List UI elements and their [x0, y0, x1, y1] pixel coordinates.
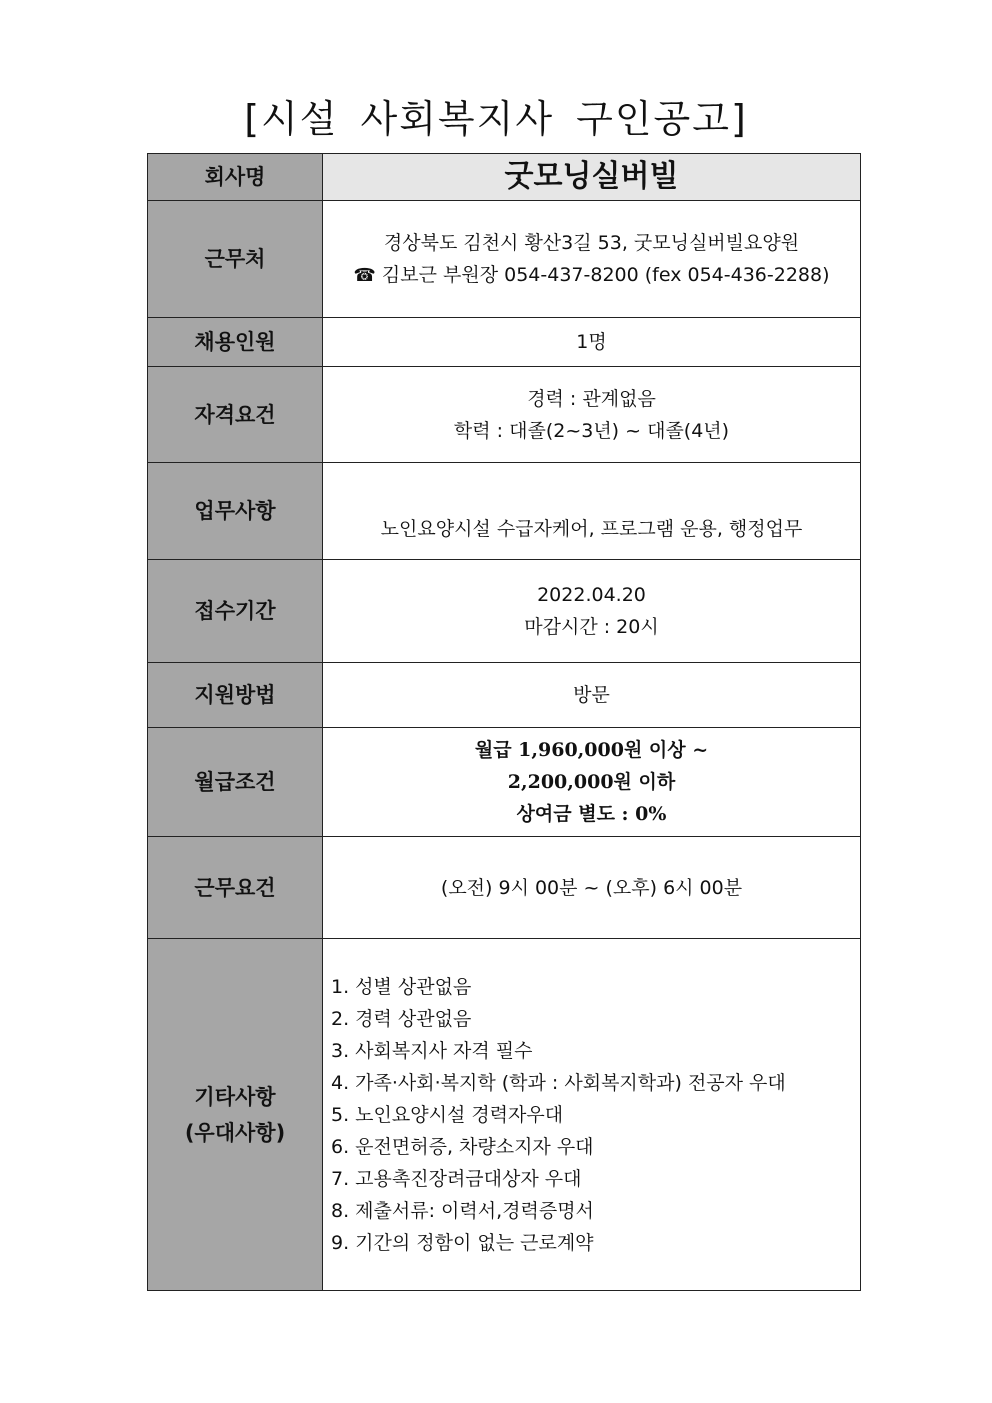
salary-value [323, 728, 861, 837]
method-label: 지원방법 [148, 663, 323, 728]
duties-label: 업무사항 [148, 463, 323, 560]
row-workplace [148, 201, 861, 318]
career-requirement: 경력 : 관계없음 [527, 387, 656, 410]
list-item: 8. 제출서류: 이력서,경력증명서 [331, 1199, 594, 1222]
period-value [323, 560, 861, 663]
workplace-contact: 김보근 부원장 054-437-8200 (fex 054-436-2288) [381, 263, 830, 286]
row-company [148, 154, 861, 201]
preferences-list [323, 971, 860, 1259]
job-posting-table [147, 153, 861, 1291]
workplace-address: 경상북도 김천시 황산3길 53, 굿모닝실버빌요양원 [383, 231, 800, 254]
list-item: 3. 사회복지사 자격 필수 [331, 1039, 533, 1062]
list-item: 4. 가족·사회·복지학 (학과 : 사회복지학과) 전공자 우대 [331, 1071, 786, 1094]
qualifications-value [323, 367, 861, 463]
hours-value: (오전) 9시 00분 ~ (오후) 6시 00분 [323, 837, 861, 939]
qualifications-label: 자격요건 [148, 367, 323, 463]
list-item: 2. 경력 상관없음 [331, 1007, 472, 1030]
phone-icon: ☎ [353, 264, 376, 286]
salary-line-2: 2,200,000원 이하 [507, 771, 676, 793]
hours-label: 근무요건 [148, 837, 323, 939]
other-label [148, 939, 323, 1291]
row-salary [148, 728, 861, 837]
other-value [323, 939, 861, 1291]
workplace-contact-line [323, 259, 860, 292]
salary-label: 월급조건 [148, 728, 323, 837]
salary-line-3: 상여금 별도 : 0% [516, 803, 667, 825]
list-item: 7. 고용촉진장려금대상자 우대 [331, 1167, 582, 1190]
list-item: 5. 노인요양시설 경력자우대 [331, 1103, 564, 1126]
salary-line-1: 월급 1,960,000원 이상 ~ [474, 739, 709, 761]
other-label-line-1: 기타사항 [194, 1084, 276, 1109]
period-label: 접수기간 [148, 560, 323, 663]
duties-value: 노인요양시설 수급자케어, 프로그램 운용, 행정업무 [323, 463, 861, 560]
period-deadline: 마감시간 : 20시 [524, 616, 659, 638]
education-requirement: 학력 : 대졸(2~3년) ~ 대졸(4년) [453, 419, 730, 442]
row-headcount [148, 318, 861, 367]
company-label: 회사명 [148, 154, 323, 201]
headcount-value: 1명 [323, 318, 861, 367]
method-value: 방문 [323, 663, 861, 728]
row-method [148, 663, 861, 728]
list-item: 1. 성별 상관없음 [331, 975, 472, 998]
other-label-line-2: (우대사항) [184, 1120, 286, 1145]
period-date: 2022.04.20 [537, 584, 646, 606]
row-qualifications [148, 367, 861, 463]
row-duties [148, 463, 861, 560]
workplace-label: 근무처 [148, 201, 323, 318]
list-item: 9. 기간의 정함이 없는 근로계약 [331, 1231, 594, 1254]
list-item: 6. 운전면허증, 차량소지자 우대 [331, 1135, 594, 1158]
workplace-value [323, 201, 861, 318]
row-period [148, 560, 861, 663]
page-title: [시설 사회복지사 구인공고] [244, 97, 748, 141]
headcount-label: 채용인원 [148, 318, 323, 367]
row-other [148, 939, 861, 1291]
company-name: 굿모닝실버빌 [323, 154, 861, 201]
row-hours [148, 837, 861, 939]
